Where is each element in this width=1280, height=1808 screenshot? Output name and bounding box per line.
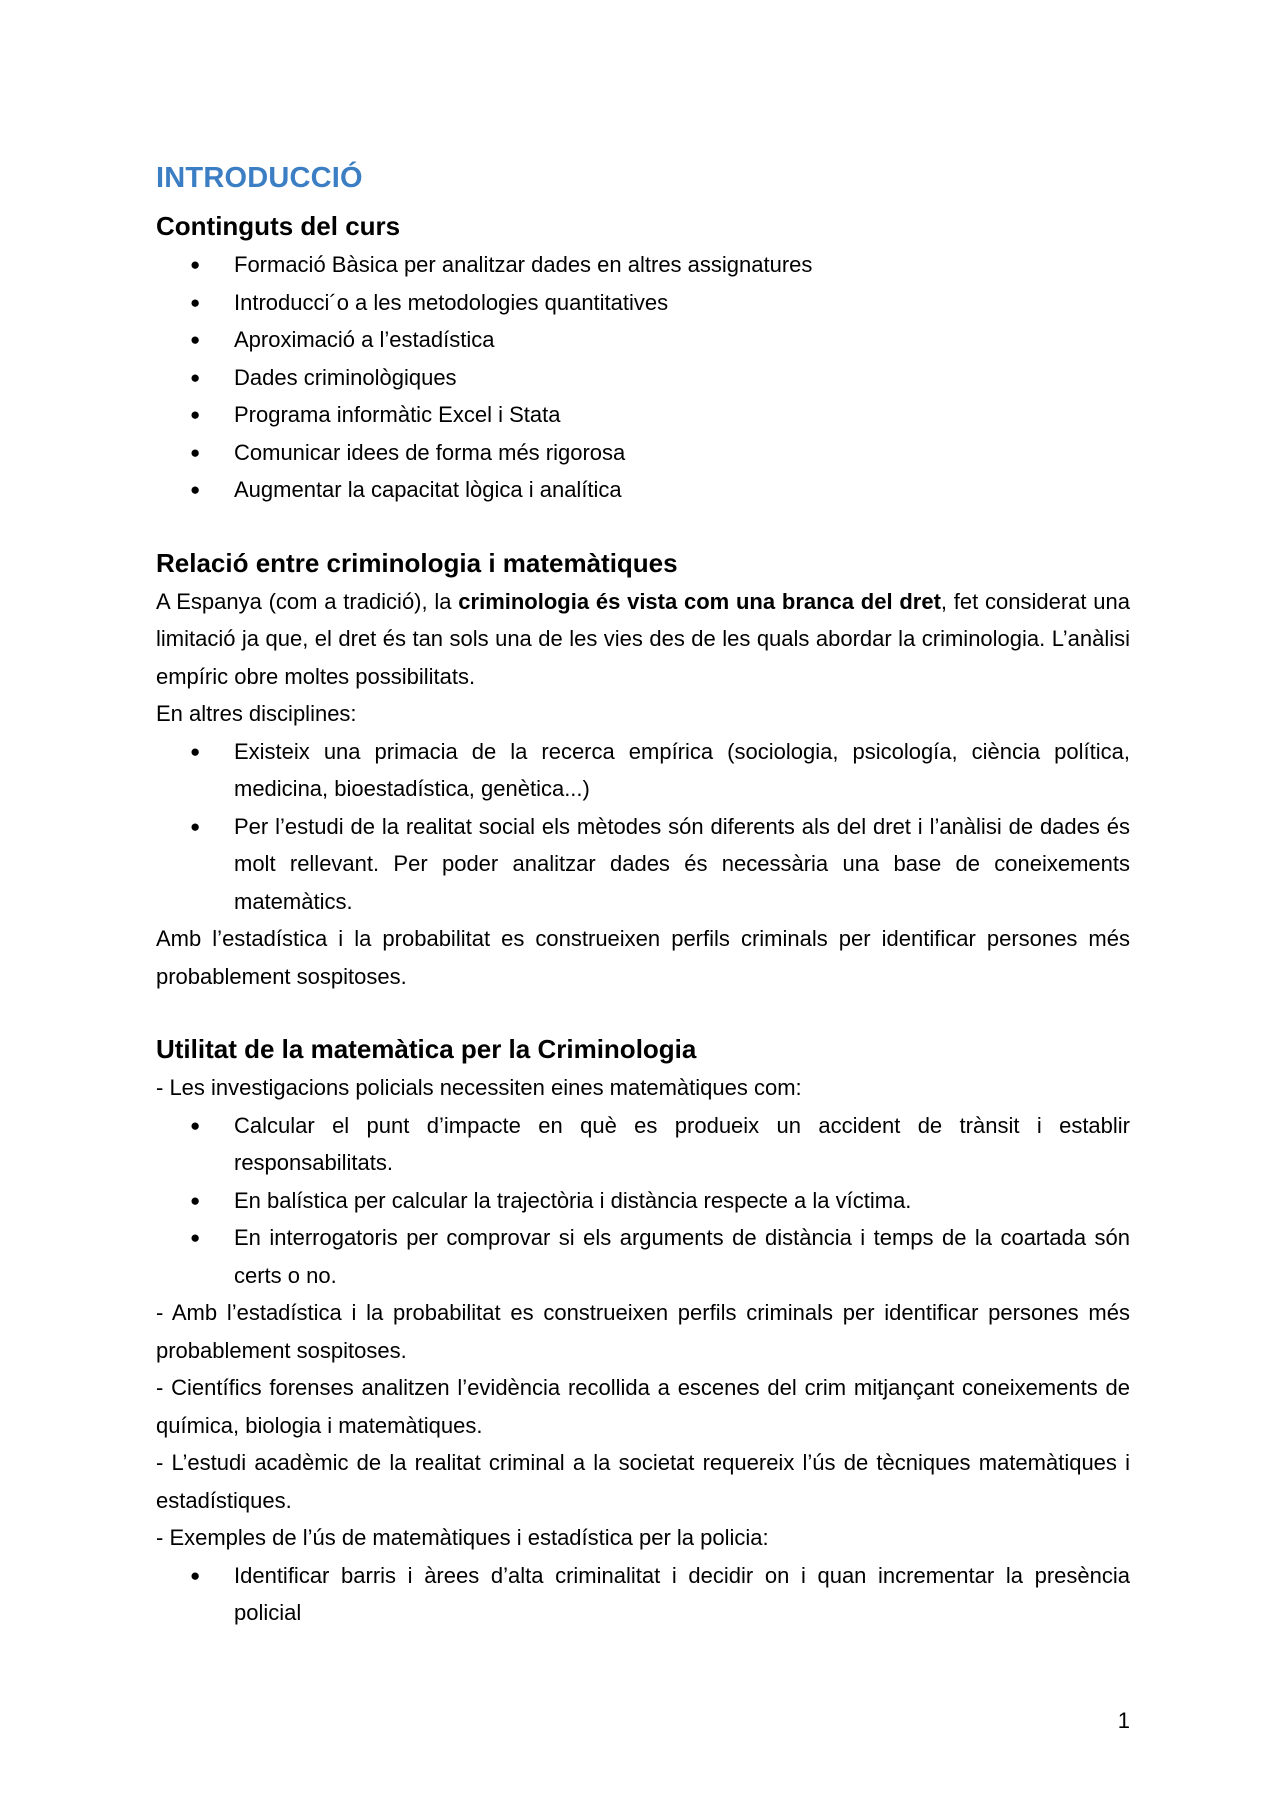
paragraph: - Amb l’estadística i la probabilitat es construeixen perfils criminals per identificar persones més probablement sospitoses. [156, 1300, 1130, 1363]
section-heading-continguts: Continguts del curs [156, 211, 401, 241]
list-item: ● Formació Bàsica per analitzar dades en altres assignatures [234, 246, 1130, 284]
list-item: ● Augmentar la capacitat lògica i analítica [234, 471, 1130, 509]
bullet-icon: ● [190, 1228, 201, 1247]
bullet-icon: ● [190, 330, 201, 349]
list-item: ● Per l’estudi de la realitat social els mètodes són diferents als del dret i l’anàlisi de dades és molt rellevant. Per poder analitzar dades és necessària una base de coneixements matemàtics. [234, 808, 1130, 921]
paragraph: Amb l’estadística i la probabilitat es construeixen perfils criminals per identificar persones més probablement sospitoses. [156, 926, 1130, 989]
paragraph: A Espanya (com a tradició), la criminologia és vista com una branca del dret, fet considerat una limitació ja que, el dret és tan sols una de les vies des de les quals abordar la criminologia. L’anàlisi empíric obre moltes possibilitats. [156, 588, 1130, 689]
policia-list [156, 1557, 1130, 1632]
list-item: ● Dades criminològiques [234, 359, 1130, 397]
paragraph: - Exemples de l’ús de matemàtiques i estadística per la policia: [156, 1525, 769, 1550]
paragraph: - Científics forenses analitzen l’evidència recollida a escenes del crim mitjançant coneixements de química, biologia i matemàtiques. [156, 1375, 1130, 1438]
bullet-icon: ● [190, 405, 201, 424]
list-item: ● Comunicar idees de forma més rigorosa [234, 434, 1130, 472]
section-heading-relacio: Relació entre criminologia i matemàtiques [156, 547, 678, 578]
bullet-icon: ● [190, 292, 201, 312]
bullet-icon: ● [190, 1115, 201, 1135]
list-item: ● Existeix una primacia de la recerca empírica (sociologia, psicología, ciència política, medicina, bioestadística, genètica...) [234, 733, 1130, 808]
paragraph: - L’estudi acadèmic de la realitat criminal a la societat requereix l’ús de tècniques matemàtiques i estadístiques. [156, 1450, 1130, 1513]
list-item: ● Introducci´o a les metodologies quantitatives [234, 284, 1130, 322]
bullet-icon: ● [190, 442, 201, 462]
bullet-icon: ● [190, 816, 201, 836]
section-heading-utilitat: Utilitat de la matemàtica per la Criminologia [156, 1034, 697, 1064]
page-content [156, 158, 1130, 1632]
disciplines-list [156, 733, 1130, 921]
list-item: ● En interrogatoris per comprovar si els arguments de distància i temps de la coartada són certs o no. [234, 1219, 1130, 1294]
paragraph: - Les investigacions policials necessiten eines matemàtiques com: [156, 1075, 802, 1100]
bullet-icon: ● [190, 367, 201, 387]
bullet-icon: ● [190, 255, 201, 274]
list-item: ● Aproximació a l’estadística [234, 321, 1130, 359]
document-title: INTRODUCCIÓ [156, 162, 363, 194]
continguts-list [156, 246, 1130, 509]
bullet-icon: ● [190, 741, 201, 761]
bullet-icon: ● [190, 1565, 201, 1585]
list-item: ● En balística per calcular la trajectòria i distància respecte a la víctima. [234, 1182, 1130, 1220]
list-item: ● Programa informàtic Excel i Stata [234, 396, 1130, 434]
investigacions-list [156, 1107, 1130, 1295]
list-item: ● Calcular el punt d’impacte en què es produeix un accident de trànsit i establir responsabilitats. [234, 1107, 1130, 1182]
bullet-icon: ● [190, 1190, 201, 1210]
page-number: 1 [1117, 1708, 1130, 1733]
bold-phrase: criminologia és vista com una branca del dret [458, 588, 941, 614]
paragraph: En altres disciplines: [156, 701, 357, 726]
bullet-icon: ● [190, 480, 201, 499]
list-item: ● Identificar barris i àrees d’alta criminalitat i decidir on i quan incrementar la presència policial [234, 1557, 1130, 1632]
